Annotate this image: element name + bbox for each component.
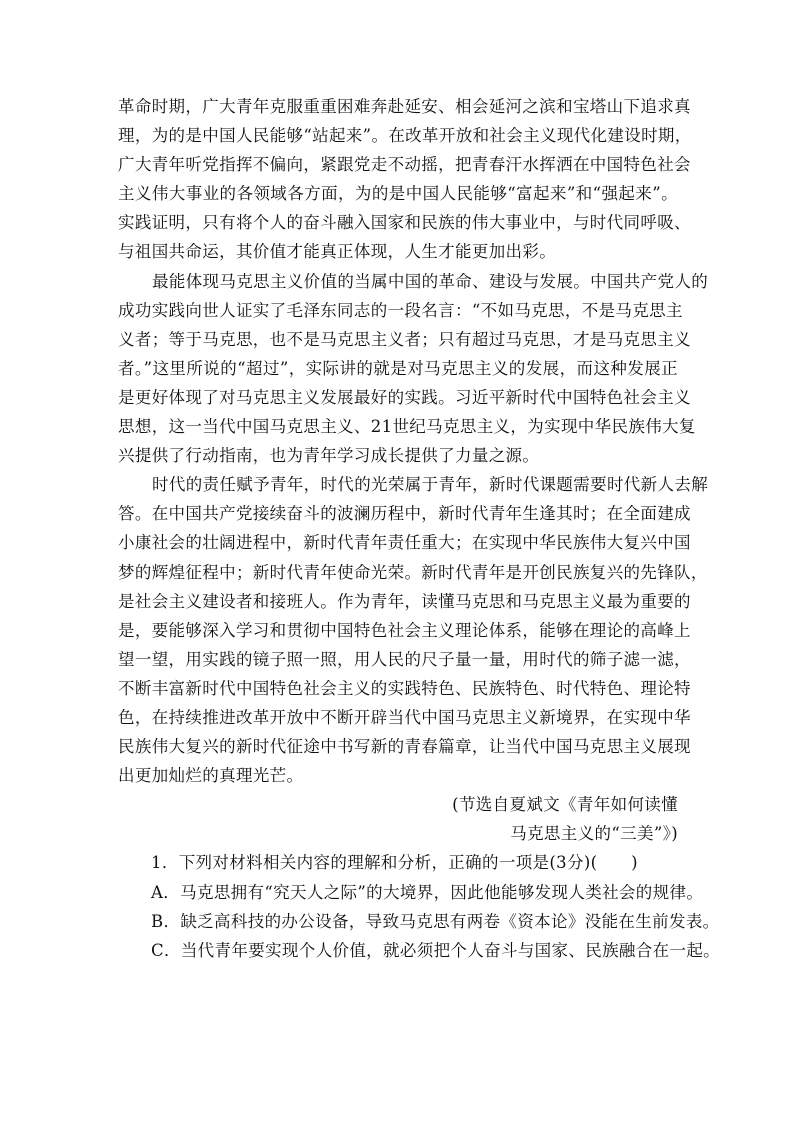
text-line: 答。在中国共产党接续奋斗的波澜历程中，新时代青年生逢其时；在全面建成 (118, 504, 691, 524)
text-line: 最能体现马克思主义价值的当属中国的革命、建设与发展。中国共产党人的 (152, 271, 709, 291)
text-line: 色，在持续推进改革开放中不断开辟当代中国马克思主义新境界，在实现中华 (118, 707, 691, 727)
document-page (118, 92, 721, 965)
text-line: 是社会主义建设者和接班人。作为青年，读懂马克思和马克思主义最为重要的 (118, 591, 691, 611)
source-citation (118, 790, 678, 848)
option-a: A．马克思拥有“究天人之际”的大境界，因此他能够发现人类社会的规律。 (151, 882, 704, 902)
source-line: 马克思主义的“三美”》) (510, 824, 678, 844)
text-line: 是，要能够深入学习和贯彻中国特色社会主义理论体系，能够在理论的高峰上 (118, 620, 691, 640)
text-line: 兴提供了行动指南，也为青年学习成长提供了力量之源。 (118, 446, 540, 466)
text-line: 出更加灿烂的真理光芒。 (118, 766, 304, 786)
paragraph-2 (118, 267, 709, 471)
text-line: 小康社会的壮阔进程中，新时代青年责任重大；在实现中华民族伟大复兴中国 (118, 533, 691, 553)
text-line: 民族伟大复兴的新时代征途中书写新的青春篇章，让当代中国马克思主义展现 (118, 737, 691, 757)
text-line: 是更好体现了对马克思主义发展最好的实践。习近平新时代中国特色社会主义 (118, 387, 691, 407)
option-c: C．当代青年要实现个人价值，就必须把个人奋斗与国家、民族融合在一起。 (151, 940, 721, 960)
question-1 (118, 848, 721, 964)
text-line: 者。”这里所说的“超过”，实际讲的就是对马克思主义的发展，而这种发展正 (118, 358, 678, 378)
text-line: 成功实践向世人证实了毛泽东同志的一段名言：“不如马克思，不是马克思主 (118, 300, 683, 320)
text-line: 不断丰富新时代中国特色社会主义的实践特色、民族特色、时代特色、理论特 (118, 678, 691, 698)
text-line: 与祖国共命运，其价值才能真正体现，人生才能更加出彩。 (118, 242, 557, 262)
text-line: 主义伟大事业的各领域各方面，为的是中国人民能够“富起来”和“强起来”。 (118, 184, 678, 204)
text-line: 理，为的是中国人民能够“站起来”。在改革开放和社会主义现代化建设时期， (118, 126, 692, 146)
text-line: 广大青年听党指挥不偏向，紧跟党走不动摇，把青春汗水挥洒在中国特色社会 (118, 155, 691, 175)
paragraph-1 (118, 92, 692, 267)
text-line: 义者；等于马克思，也不是马克思主义者；只有超过马克思，才是马克思主义 (118, 329, 691, 349)
text-line: 望一望，用实践的镜子照一照，用人民的尺子量一量，用时代的筛子滤一滤， (118, 649, 691, 669)
text-line: 革命时期，广大青年克服重重困难奔赴延安、相会延河之滨和宝塔山下追求真 (118, 97, 691, 116)
text-line: 梦的辉煌征程中；新时代青年使命光荣。新时代青年是开创民族复兴的先锋队， (118, 562, 708, 582)
question-stem: 1．下列对材料相关内容的理解和分析，正确的一项是(3分)( ) (151, 853, 638, 873)
option-b: B．缺乏高科技的办公设备，导致马克思有两卷《资本论》没能在生前发表。 (151, 911, 720, 931)
source-line: (节选自夏斌文《青年如何读懂 (452, 795, 678, 815)
text-line: 实践证明，只有将个人的奋斗融入国家和民族的伟大事业中，与时代同呼吸、 (118, 213, 691, 233)
text-line: 思想，这一当代中国马克思主义、21世纪马克思主义，为实现中华民族伟大复 (118, 417, 696, 437)
text-line: 时代的责任赋予青年，时代的光荣属于青年，新时代课题需要时代新人去解 (152, 475, 709, 495)
paragraph-3 (118, 470, 709, 790)
